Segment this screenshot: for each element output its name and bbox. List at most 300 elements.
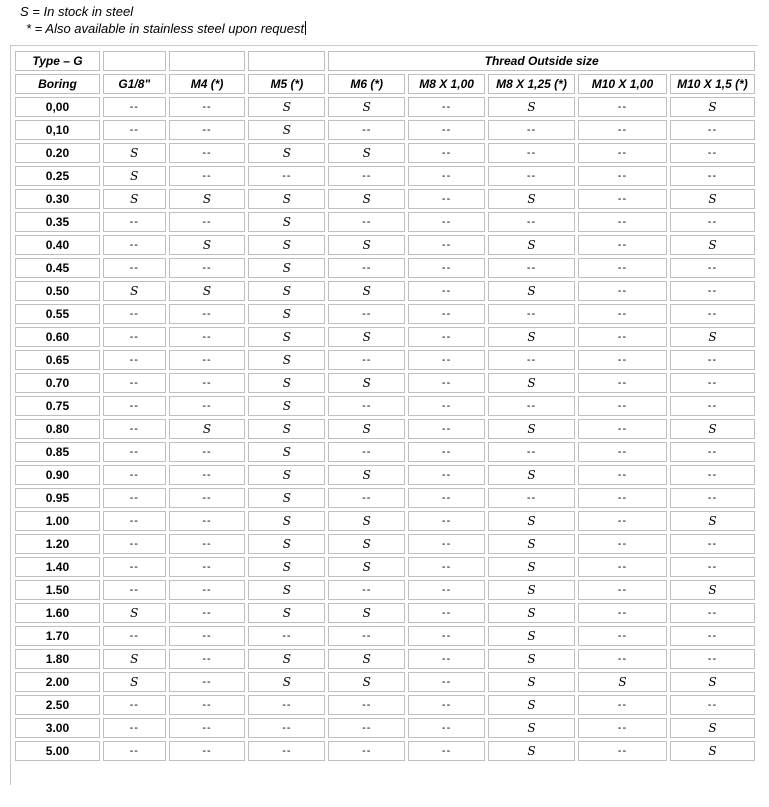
stock-cell: S	[328, 281, 405, 301]
stock-cell: --	[328, 488, 405, 508]
stock-cell: --	[103, 718, 166, 738]
stock-cell: S	[670, 672, 755, 692]
stock-cell: S	[670, 741, 755, 761]
stock-cell: --	[670, 396, 755, 416]
stock-cell: --	[169, 304, 246, 324]
stock-cell: S	[488, 718, 575, 738]
stock-cell: --	[488, 304, 575, 324]
table-row	[15, 442, 755, 462]
stock-cell: --	[248, 741, 325, 761]
table-row	[15, 189, 755, 209]
stock-cell: S	[328, 534, 405, 554]
boring-value: 0,00	[15, 97, 100, 117]
boring-value: 1.20	[15, 534, 100, 554]
column-header: M8 X 1,25 (*)	[488, 74, 575, 94]
text-cursor	[305, 21, 306, 35]
stock-cell: --	[103, 511, 166, 531]
stock-cell: --	[578, 281, 667, 301]
stock-cell: --	[578, 327, 667, 347]
stock-cell: --	[248, 626, 325, 646]
stock-cell: --	[408, 396, 485, 416]
stock-cell: --	[578, 304, 667, 324]
stock-cell: S	[670, 580, 755, 600]
stock-cell: S	[248, 511, 325, 531]
stock-cell: S	[670, 419, 755, 439]
stock-cell: S	[488, 695, 575, 715]
table-row	[15, 258, 755, 278]
stock-cell: --	[670, 120, 755, 140]
stock-cell: --	[103, 580, 166, 600]
stock-cell: --	[670, 442, 755, 462]
boring-value: 0.30	[15, 189, 100, 209]
stock-cell: --	[103, 419, 166, 439]
stock-cell: --	[578, 741, 667, 761]
legend-stainless-note	[20, 20, 306, 37]
row-header-boring: Boring	[15, 74, 100, 94]
stock-cell: --	[103, 695, 166, 715]
stock-cell: --	[670, 695, 755, 715]
stock-cell: --	[103, 442, 166, 462]
stock-cell: --	[103, 327, 166, 347]
stock-cell: --	[169, 649, 246, 669]
stock-cell: --	[328, 120, 405, 140]
boring-value: 5.00	[15, 741, 100, 761]
stock-cell: --	[408, 327, 485, 347]
stock-cell: S	[248, 534, 325, 554]
stock-cell: --	[670, 212, 755, 232]
stock-cell: --	[408, 304, 485, 324]
stock-cell: --	[169, 534, 246, 554]
stock-cell: S	[488, 580, 575, 600]
boring-value: 1.70	[15, 626, 100, 646]
stock-cell: --	[248, 695, 325, 715]
stock-cell: S	[488, 281, 575, 301]
stock-cell: --	[578, 143, 667, 163]
stock-cell: --	[103, 396, 166, 416]
stock-cell: --	[488, 143, 575, 163]
stock-cell: --	[408, 626, 485, 646]
boring-value: 2.00	[15, 672, 100, 692]
stock-cell: --	[488, 120, 575, 140]
thread-size-table	[12, 48, 758, 764]
stock-cell: S	[488, 97, 575, 117]
stock-cell: S	[670, 97, 755, 117]
stock-cell: --	[328, 304, 405, 324]
table-row	[15, 534, 755, 554]
stock-cell: --	[103, 626, 166, 646]
stock-cell: --	[670, 649, 755, 669]
stock-cell: --	[169, 603, 246, 623]
stock-cell: --	[408, 649, 485, 669]
stock-cell: S	[248, 603, 325, 623]
table-row	[15, 143, 755, 163]
stock-cell: --	[408, 603, 485, 623]
stock-cell: S	[103, 166, 166, 186]
stock-cell: --	[408, 166, 485, 186]
table-row	[15, 580, 755, 600]
stock-cell: --	[328, 580, 405, 600]
column-header: G1/8"	[103, 74, 166, 94]
table-row	[15, 327, 755, 347]
stock-cell: --	[408, 580, 485, 600]
stock-cell: S	[328, 235, 405, 255]
stock-cell: --	[408, 465, 485, 485]
stock-cell: --	[408, 143, 485, 163]
stock-cell: S	[103, 189, 166, 209]
stock-cell: S	[488, 189, 575, 209]
stock-cell: --	[103, 212, 166, 232]
stock-cell: --	[408, 672, 485, 692]
stock-cell: --	[169, 166, 246, 186]
stock-cell: S	[169, 235, 246, 255]
stock-cell: S	[328, 143, 405, 163]
stock-cell: --	[169, 695, 246, 715]
stock-cell: --	[578, 419, 667, 439]
stock-cell: --	[578, 189, 667, 209]
stock-cell: --	[408, 350, 485, 370]
table-row	[15, 373, 755, 393]
boring-value: 0.70	[15, 373, 100, 393]
stock-cell: --	[328, 442, 405, 462]
stock-cell: S	[248, 672, 325, 692]
boring-value: 0.20	[15, 143, 100, 163]
stock-cell: --	[103, 235, 166, 255]
stock-cell: --	[169, 143, 246, 163]
stock-cell: --	[488, 166, 575, 186]
stock-cell: S	[328, 557, 405, 577]
stock-cell: --	[488, 212, 575, 232]
legend-stock-note: S = In stock in steel	[20, 4, 134, 19]
boring-value: 0.75	[15, 396, 100, 416]
stock-cell: --	[408, 373, 485, 393]
stock-cell: S	[103, 143, 166, 163]
table-row	[15, 419, 755, 439]
stock-cell: --	[408, 258, 485, 278]
stock-cell: --	[578, 718, 667, 738]
stock-cell: --	[103, 465, 166, 485]
stock-cell: --	[103, 488, 166, 508]
boring-value: 0,10	[15, 120, 100, 140]
stock-cell: S	[488, 557, 575, 577]
stock-cell: --	[578, 511, 667, 531]
stock-cell: S	[488, 603, 575, 623]
stock-cell: --	[328, 718, 405, 738]
stock-cell: --	[670, 350, 755, 370]
stock-cell: --	[103, 373, 166, 393]
stock-cell: --	[488, 396, 575, 416]
stock-cell: --	[169, 327, 246, 347]
stock-cell: --	[328, 350, 405, 370]
stock-cell: --	[408, 189, 485, 209]
table-row	[15, 649, 755, 669]
column-header: M8 X 1,00	[408, 74, 485, 94]
stock-cell: S	[488, 672, 575, 692]
stock-cell: S	[488, 419, 575, 439]
boring-value: 0.85	[15, 442, 100, 462]
stock-cell: --	[408, 488, 485, 508]
stock-cell: S	[248, 442, 325, 462]
stock-cell: S	[488, 649, 575, 669]
boring-value: 0.40	[15, 235, 100, 255]
stock-cell: --	[408, 442, 485, 462]
boring-value: 0.35	[15, 212, 100, 232]
stock-cell: S	[248, 189, 325, 209]
stock-cell: --	[169, 373, 246, 393]
stock-cell: --	[578, 626, 667, 646]
stock-cell: --	[103, 557, 166, 577]
stock-cell: --	[670, 488, 755, 508]
stock-cell: --	[670, 304, 755, 324]
stock-cell: S	[248, 350, 325, 370]
stock-cell: --	[103, 741, 166, 761]
stock-cell: --	[578, 396, 667, 416]
table-row	[15, 166, 755, 186]
stock-cell: S	[328, 511, 405, 531]
stock-cell: --	[169, 442, 246, 462]
table-row	[15, 603, 755, 623]
table-row	[15, 235, 755, 255]
stock-cell: --	[670, 603, 755, 623]
stock-cell: --	[578, 465, 667, 485]
stock-cell: S	[248, 488, 325, 508]
stock-cell: S	[488, 511, 575, 531]
stock-cell: --	[103, 97, 166, 117]
stock-cell: S	[488, 465, 575, 485]
stock-cell: S	[488, 534, 575, 554]
stock-cell: --	[408, 695, 485, 715]
boring-value: 3.00	[15, 718, 100, 738]
stock-cell: --	[408, 212, 485, 232]
boring-value: 1.60	[15, 603, 100, 623]
boring-value: 0.55	[15, 304, 100, 324]
boring-value: 2.50	[15, 695, 100, 715]
boring-value: 1.40	[15, 557, 100, 577]
stock-cell: --	[670, 534, 755, 554]
type-label: Type – G	[15, 51, 100, 71]
stock-cell: --	[408, 557, 485, 577]
stock-cell: --	[408, 741, 485, 761]
stock-cell: S	[248, 373, 325, 393]
stock-cell: --	[488, 258, 575, 278]
stock-cell: --	[328, 396, 405, 416]
stock-cell: --	[578, 695, 667, 715]
stock-cell: --	[408, 718, 485, 738]
stock-cell: --	[169, 626, 246, 646]
stock-cell: --	[408, 97, 485, 117]
stock-cell: --	[408, 534, 485, 554]
stock-cell: --	[169, 511, 246, 531]
header-blank-3	[248, 51, 325, 71]
stock-cell: --	[488, 442, 575, 462]
stock-cell: S	[488, 626, 575, 646]
stock-cell: S	[103, 603, 166, 623]
stock-cell: --	[578, 442, 667, 462]
stock-cell: --	[248, 718, 325, 738]
stock-cell: --	[578, 534, 667, 554]
stock-cell: S	[328, 419, 405, 439]
stock-cell: S	[328, 672, 405, 692]
stock-cell: --	[103, 350, 166, 370]
boring-value: 1.80	[15, 649, 100, 669]
stock-cell: --	[103, 534, 166, 554]
stock-cell: S	[670, 327, 755, 347]
boring-value: 0.90	[15, 465, 100, 485]
boring-value: 0.65	[15, 350, 100, 370]
stock-cell: --	[408, 511, 485, 531]
stock-cell: S	[103, 672, 166, 692]
stock-cell: --	[578, 603, 667, 623]
stock-cell: --	[578, 350, 667, 370]
stock-cell: --	[328, 695, 405, 715]
boring-value: 0.95	[15, 488, 100, 508]
stock-cell: S	[248, 649, 325, 669]
stock-cell: --	[578, 258, 667, 278]
stock-cell: --	[169, 396, 246, 416]
header-row-top	[15, 51, 755, 71]
stock-cell: S	[488, 235, 575, 255]
stock-cell: S	[670, 235, 755, 255]
stock-cell: --	[408, 281, 485, 301]
legend	[20, 3, 306, 37]
stock-cell: S	[670, 511, 755, 531]
stock-cell: S	[103, 281, 166, 301]
legend-stainless-text: * = Also available in stainless steel upon request	[26, 21, 305, 36]
table-row	[15, 626, 755, 646]
stock-cell: S	[328, 373, 405, 393]
stock-cell: --	[169, 580, 246, 600]
stock-cell: S	[328, 327, 405, 347]
column-header: M5 (*)	[248, 74, 325, 94]
stock-cell: S	[328, 649, 405, 669]
stock-cell: S	[488, 327, 575, 347]
table-row	[15, 304, 755, 324]
stock-cell: S	[248, 212, 325, 232]
stock-cell: S	[169, 281, 246, 301]
stock-cell: --	[103, 258, 166, 278]
boring-value: 1.00	[15, 511, 100, 531]
stock-cell: S	[578, 672, 667, 692]
stock-cell: --	[578, 580, 667, 600]
column-header: M6 (*)	[328, 74, 405, 94]
stock-cell: --	[578, 557, 667, 577]
stock-cell: --	[670, 258, 755, 278]
stock-cell: --	[670, 557, 755, 577]
stock-cell: --	[169, 350, 246, 370]
stock-cell: S	[248, 120, 325, 140]
stock-cell: S	[248, 327, 325, 347]
header-blank-2	[169, 51, 246, 71]
stock-cell: --	[328, 741, 405, 761]
stock-cell: S	[328, 465, 405, 485]
stock-cell: --	[578, 649, 667, 669]
stock-cell: --	[169, 212, 246, 232]
table-row	[15, 396, 755, 416]
header-row-columns	[15, 74, 755, 94]
stock-cell: S	[670, 189, 755, 209]
stock-cell: --	[408, 419, 485, 439]
table-row	[15, 672, 755, 692]
stock-cell: --	[670, 465, 755, 485]
boring-value: 1.50	[15, 580, 100, 600]
table-row	[15, 511, 755, 531]
table-row	[15, 281, 755, 301]
column-header: M10 X 1,5 (*)	[670, 74, 755, 94]
stock-cell: --	[103, 304, 166, 324]
stock-cell: S	[248, 304, 325, 324]
stock-cell: S	[248, 281, 325, 301]
stock-cell: S	[248, 97, 325, 117]
table-row	[15, 350, 755, 370]
stock-cell: S	[248, 419, 325, 439]
table-row	[15, 465, 755, 485]
table-row	[15, 212, 755, 232]
stock-cell: S	[248, 465, 325, 485]
stock-cell: --	[328, 258, 405, 278]
stock-cell: --	[169, 97, 246, 117]
boring-value: 0.25	[15, 166, 100, 186]
stock-cell: --	[169, 741, 246, 761]
stock-cell: S	[248, 143, 325, 163]
stock-cell: --	[578, 235, 667, 255]
stock-cell: --	[169, 718, 246, 738]
table-body	[15, 97, 755, 761]
stock-cell: --	[408, 235, 485, 255]
stock-cell: --	[578, 166, 667, 186]
stock-cell: --	[670, 166, 755, 186]
stock-cell: S	[103, 649, 166, 669]
stock-cell: --	[578, 373, 667, 393]
stock-cell: --	[328, 212, 405, 232]
stock-cell: --	[488, 488, 575, 508]
stock-cell: --	[169, 488, 246, 508]
stock-cell: S	[248, 258, 325, 278]
stock-cell: S	[169, 189, 246, 209]
stock-cell: S	[248, 235, 325, 255]
stock-cell: S	[248, 580, 325, 600]
group-header-thread-outside-size: Thread Outside size	[328, 51, 755, 71]
stock-cell: S	[328, 97, 405, 117]
table-row	[15, 488, 755, 508]
stock-cell: --	[578, 120, 667, 140]
stock-cell: S	[328, 189, 405, 209]
table-row	[15, 695, 755, 715]
stock-cell: --	[169, 557, 246, 577]
stock-cell: --	[169, 258, 246, 278]
stock-cell: --	[328, 166, 405, 186]
stock-cell: --	[578, 488, 667, 508]
boring-value: 0.50	[15, 281, 100, 301]
stock-cell: --	[578, 97, 667, 117]
stock-cell: --	[328, 626, 405, 646]
boring-value: 0.60	[15, 327, 100, 347]
stock-cell: --	[169, 120, 246, 140]
stock-cell: --	[408, 120, 485, 140]
stock-cell: --	[670, 281, 755, 301]
stock-cell: --	[488, 350, 575, 370]
stock-cell: --	[169, 465, 246, 485]
table-row	[15, 557, 755, 577]
stock-cell: --	[670, 626, 755, 646]
stock-cell: --	[578, 212, 667, 232]
stock-cell: S	[169, 419, 246, 439]
stock-cell: S	[670, 718, 755, 738]
table-row	[15, 97, 755, 117]
table-row	[15, 120, 755, 140]
stock-cell: --	[248, 166, 325, 186]
table-row	[15, 718, 755, 738]
column-header: M4 (*)	[169, 74, 246, 94]
stock-cell: S	[488, 373, 575, 393]
